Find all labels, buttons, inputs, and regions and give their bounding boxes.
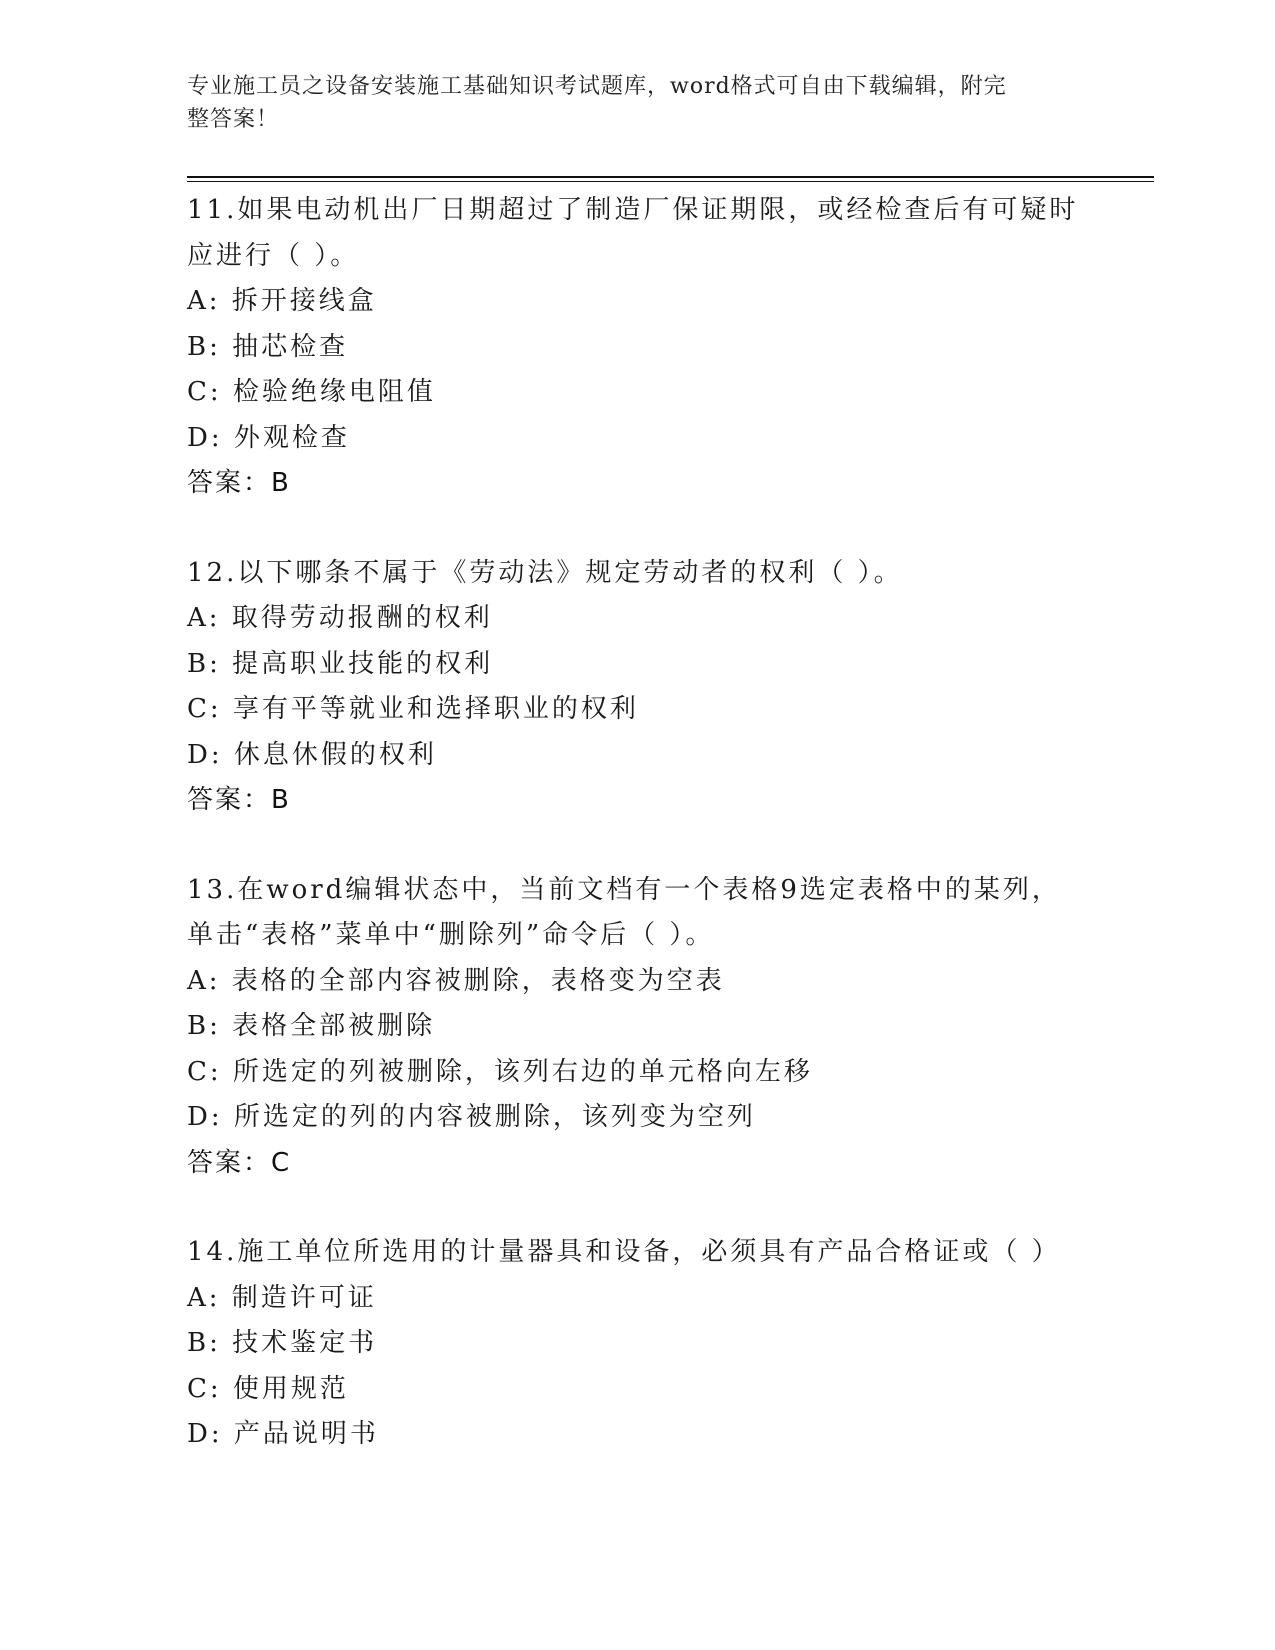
header-divider-thin <box>187 181 1154 182</box>
option-a: A: 拆开接线盒 <box>187 286 377 316</box>
option-b: B: 提高职业技能的权利 <box>187 648 494 679</box>
question-text: 13.在word编辑状态中，当前文档有一个表格9选定表格中的某列， <box>187 874 1061 905</box>
option-a: A: 制造许可证 <box>187 1282 377 1313</box>
question-text: 12.以下哪条不属于《劳动法》规定劳动者的权利（ ）。 <box>187 557 903 588</box>
answer: 答案：C <box>187 1147 292 1178</box>
option-c: C: 检验绝缘电阻值 <box>187 377 436 407</box>
header-divider-thick <box>187 176 1154 178</box>
option-c: C: 所选定的列被删除，该列右边的单元格向左移 <box>187 1056 813 1087</box>
answer: 答案：B <box>187 468 291 498</box>
option-d: D: 外观检查 <box>187 422 350 453</box>
document-header <box>187 70 1067 136</box>
option-b: B: 表格全部被删除 <box>187 1011 436 1041</box>
header-line-1: 专业施工员之设备安装施工基础知识考试题库，word格式可自由下载编辑，附完 <box>187 74 1007 99</box>
question-11 <box>187 188 1087 507</box>
option-d: D: 休息休假的权利 <box>187 739 437 770</box>
option-d: D: 产品说明书 <box>187 1419 379 1449</box>
header-line-2: 整答案！ <box>187 107 280 132</box>
question-12 <box>187 551 1087 824</box>
question-list <box>187 188 1087 1502</box>
question-text: 11.如果电动机出厂日期超过了制造厂保证期限，或经检查后有可疑时 <box>187 195 1079 225</box>
option-a: A: 取得劳动报酬的权利 <box>187 603 493 633</box>
answer: 答案：B <box>187 785 291 815</box>
option-a: A: 表格的全部内容被删除，表格变为空表 <box>187 965 725 996</box>
question-14 <box>187 1230 1087 1458</box>
option-c: C: 享有平等就业和选择职业的权利 <box>187 694 639 724</box>
question-text: 应进行（ ）。 <box>187 240 360 271</box>
question-text: 单击“表格”菜单中“删除列”命令后（ ）。 <box>187 920 715 950</box>
question-13 <box>187 868 1087 1187</box>
option-d: D: 所选定的列的内容被删除，该列变为空列 <box>187 1102 756 1132</box>
option-c: C: 使用规范 <box>187 1373 349 1404</box>
option-b: B: 抽芯检查 <box>187 331 349 362</box>
option-b: B: 技术鉴定书 <box>187 1328 378 1358</box>
question-text: 14.施工单位所选用的计量器具和设备，必须具有产品合格证或（ ） <box>187 1237 1061 1267</box>
